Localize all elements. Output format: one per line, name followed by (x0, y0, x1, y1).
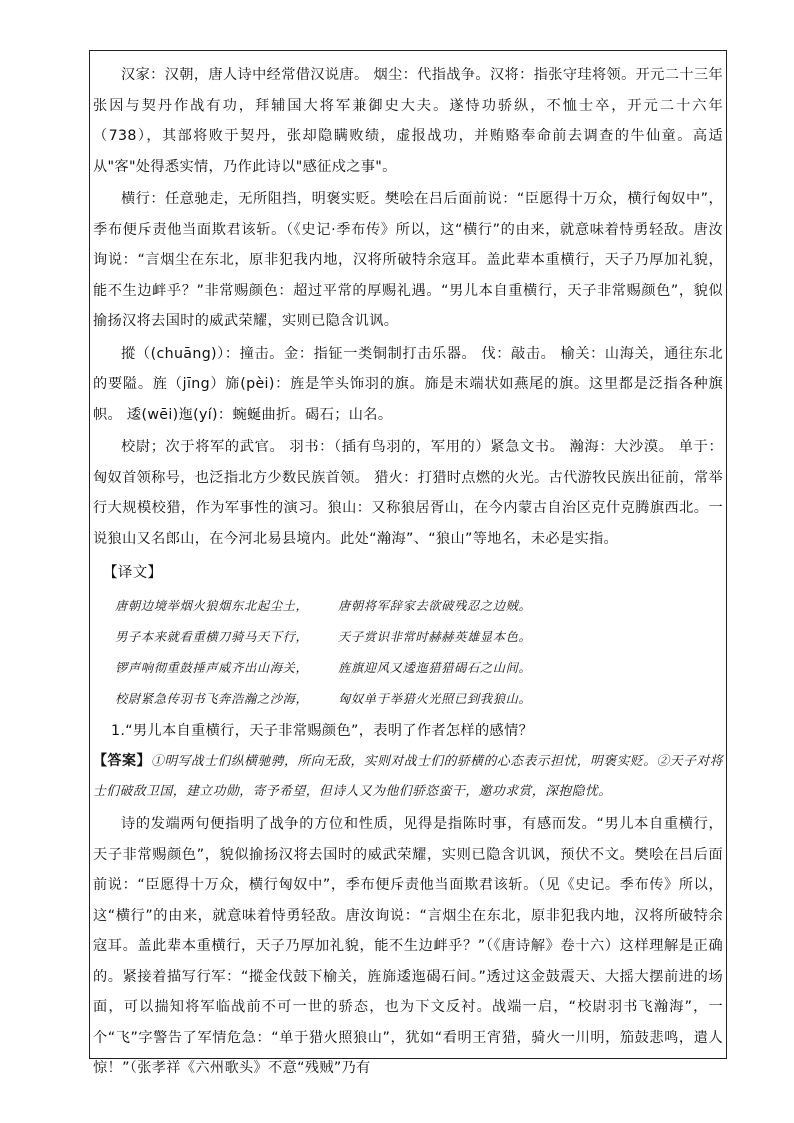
document-body (93, 60, 723, 1084)
translation-line (93, 653, 723, 684)
translation-line (93, 684, 723, 715)
translation-line-right: 天子赏识非常时赫赫英雄显本色。 (338, 629, 532, 644)
analysis-paragraph: 诗的发端两句便指明了战争的方位和性质，见得是指陈时事，有感而发。“男儿本自重横行，天子非常赐颜色”，貌似揄扬汉将去国时的威武荣耀，实则已隐含讥讽，预伏不文。樊哙在吕后面前说：“臣愿得十万众，横行匈奴中”，季布便斥责他当面欺君该斩。（见《史记。季布传》所以，这“横行”的由来，就意味着恃勇轻敌。唐汝询说：“言烟尘在东北，原非犯我内地，汉将所破特余寇耳。盖此辈本重横行，天子乃厚加礼貌，能不生边衅乎？”（《唐诗解》卷十六）这样理解是正确的。紧接着描写行军：“摐金伐鼓下榆关，旌旆逶迤碣石间。”透过这金鼓震天、大摇大摆前进的场面，可以揣知将军临战前不可一世的骄态，也为下文反衬。战端一启，“校尉羽书飞瀚海”，一个“飞”字警告了军情危急：“单于猎火照狼山”，犹如“看明王宵猎，骑火一川明，笳鼓悲鸣，遣人惊！”（张孝祥《六州歌头》不意“残贼”乃有 (93, 816, 723, 1077)
annotation-paragraph-3: 摐（(chuāng)）：撞击。金：指钲一类铜制打击乐器。 伐：敲击。 榆关：山海关，通往东北的要隘。旌（jīng）旆(pèi)：旌是竿头饰羽的旗。旆是末端状如燕尾的旗。这里都是泛指各种旗帜。 逶(wēi)迤(yí)：蜿蜒曲折。碣石；山名。 (93, 345, 723, 423)
question-text: 1.“男儿本自重横行，天子非常赐颜色”，表明了作者怎样的感情？ (111, 722, 534, 739)
translation-line-left: 男子本来就看重横刀骑马天下行， (115, 629, 309, 644)
answer-block (93, 746, 723, 807)
translation-heading: 【译文】 (103, 565, 163, 581)
translation-line-right: 唐朝将军辞家去欲破残忍之边贼。 (338, 598, 532, 613)
translation-line-right: 匈奴单于举猎火光照已到我狼山。 (338, 692, 532, 707)
annotation-paragraph-1: 汉家：汉朝，唐人诗中经常借汉说唐。 烟尘：代指战争。汉将：指张守珪将领。开元二十三年张因与契丹作战有功，拜辅国大将军兼御史大夫。遂恃功骄纵，不恤士卒，开元二十六年（738），其部将败于契丹，张却隐瞒败绩，虚报战功，并贿赂奉命前去调查的牛仙童。高适从"客"处得悉实情，乃作此诗以"感征戍之事"。 (93, 67, 723, 175)
annotation-paragraph-4: 校尉；次于将军的武官。 羽书：（插有鸟羽的，军用的）紧急文书。 瀚海：大沙漠。 单于：匈奴首领称号，也泛指北方少数民族首领。 猎火：打猎时点燃的火光。古代游牧民族出征前，常举行大规模校猎，作为军事性的演习。狼山：又称狼居胥山，在今内蒙古自治区克什克腾旗西北。一说狼山又名郎山，在今河北易县境内。此处“瀚海”、“狼山”等地名，未必是实指。 (93, 439, 723, 547)
translation-lines (93, 591, 723, 716)
translation-line (93, 622, 723, 653)
translation-line-left: 校尉紧急传羽书飞奔浩瀚之沙海， (115, 692, 309, 707)
translation-line-left: 唐朝边境举烟火狼烟东北起尘土， (115, 598, 309, 613)
translation-line-left: 锣声响彻重鼓捶声威齐出山海关， (115, 661, 309, 676)
answer-text: ①明写战士们纵横驰骋，所向无敌，实则对战士们的骄横的心态表示担忧，明褒实贬。②天子对将士们破敌卫国，建立功勋，寄予希望，但诗人又为他们骄恣蛮干，邀功求赏，深抱隐忧。 (93, 754, 724, 800)
annotation-paragraph-2: 横行：任意驰走，无所阻挡，明褒实贬。樊哙在吕后面前说：“臣愿得十万众，横行匈奴中”，季布便斥责他当面欺君该斩。（《史记·季布传》所以，这“横行”的由来，就意味着恃勇轻敌。唐汝询说：“言烟尘在东北，原非犯我内地，汉将所破特余寇耳。盖此辈本重横行，天子乃厚加礼貌，能不生边衅乎？”非常赐颜色：超过平常的厚赐礼遇。“男儿本自重横行，天子非常赐颜色”，貌似揄扬汉将去国时的威武荣耀，实则已隐含讥讽。 (93, 191, 723, 329)
translation-line (93, 591, 723, 622)
translation-line-right: 旌旗迎风又逶迤猎猎碣石之山间。 (338, 661, 532, 676)
answer-label: 【答案】 (93, 753, 152, 770)
